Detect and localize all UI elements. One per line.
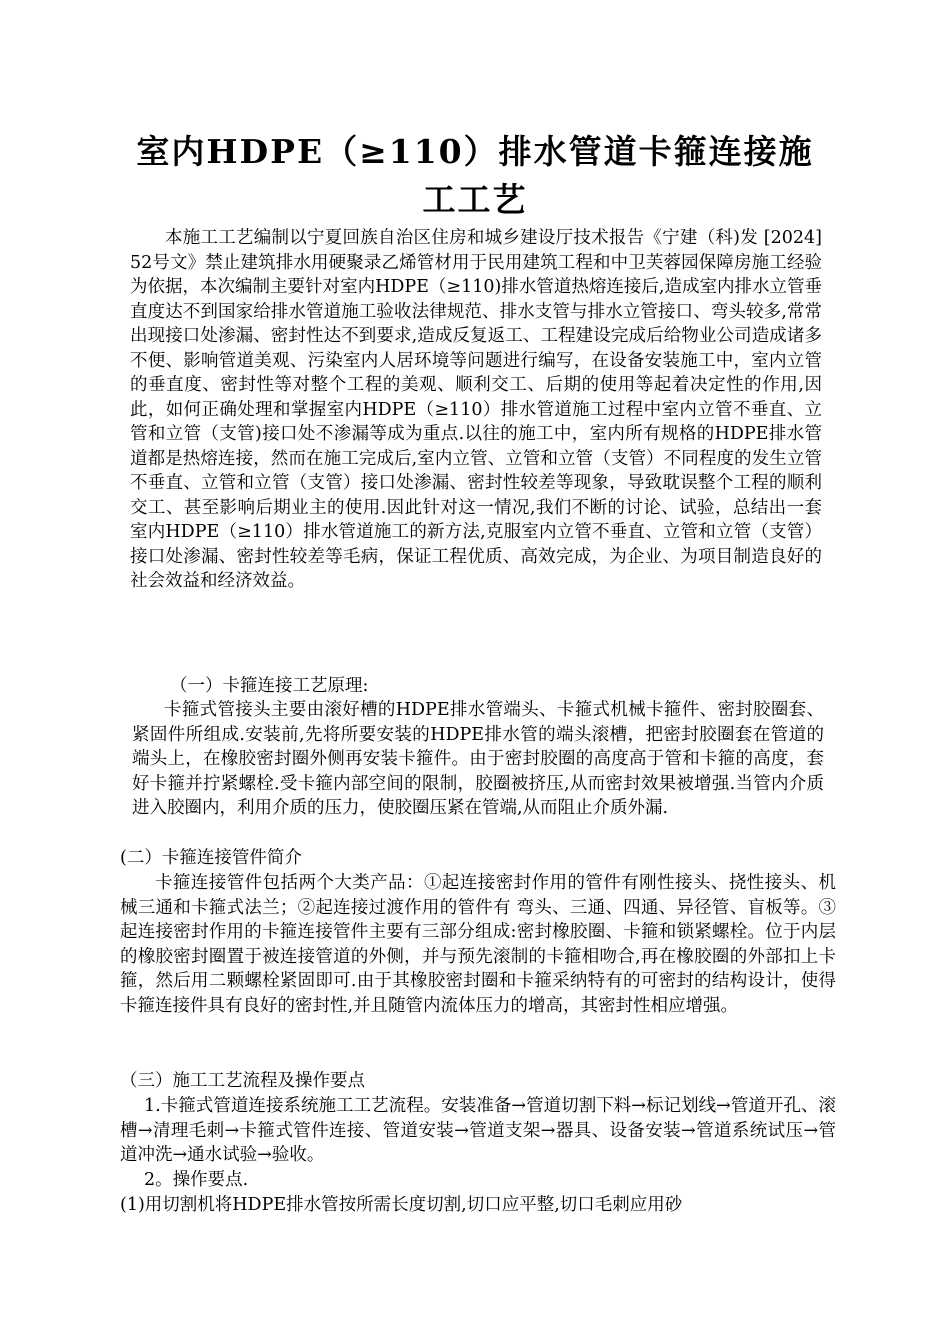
section-2-body: 卡箍连接管件包括两个大类产品：①起连接密封作用的管件有刚性接头、挠性接头、机械三通和卡箍式法兰；②起连接过渡作用的管件有 弯头、三通、四通、异径管、盲板等。③起连接密封作用的卡箍连接管件主要有三部分组成:密封橡胶圈、卡箍和锁紧螺栓。位于内层的橡胶密封圈置于被连接管道的外侧，并与预先滚制的卡箍相吻合,再在橡胶圈的外部扣上卡箍，然后用二颗螺栓紧固即可.由于其橡胶密封圈和卡箍采纳特有的可密封的结构设计，使得卡箍连接件具有良好的密封性,并且随管内流体压力的增高，其密封性相应增强。 xyxy=(120,873,836,1016)
operation-points-heading: 2。操作要点. xyxy=(144,1170,249,1190)
section-3-body: 1.卡箍式管道连接系统施工工艺流程。安装准备→管道切割下料→标记划线→管道开孔、滚槽→清理毛刺→卡箍式管件连接、管道安装→管道支架→器具、设备安装→管道系统试压→管道冲洗→通水试验→验收。 xyxy=(120,1096,836,1165)
section-2-heading: (二）卡箍连接管件简介 xyxy=(120,848,302,868)
section-1-body: 卡箍式管接头主要由滚好槽的HDPE排水管端头、卡箍式机械卡箍件、密封胶圈套、紧固件所组成.安装前,先将所要安装的HDPE排水管的端头滚槽，把密封胶圈套在管道的端头上，在橡胶密封圈外侧再安装卡箍件。由于密封胶圈的高度高于管和卡箍的高度，套好卡箍并拧紧螺栓.受卡箍内部空间的限制，胶圈被挤压,从而密封效果被增强.当管内介质进入胶圈内，利用介质的压力，使胶圈压紧在管端,从而阻止介质外漏. xyxy=(132,700,824,818)
intro-paragraph: 本施工工艺编制以宁夏回族自治区住房和城乡建设厅技术报告《宁建（科)发 [2024]52号文》禁止建筑排水用硬聚录乙烯管材用于民用建筑工程和中卫芙蓉园保障房施工经验为依据，本次编制主要针对室内HDPE（≥110)排水管道热熔连接后,造成室内排水立管垂直度达不到国家给排水管道施工验收法律规范、排水支管与排水立管接口、弯头较多,常常出现接口处渗漏、密封性达不到要求,造成反复返工、工程建设完成后给物业公司造成诸多不便、影响管道美观、污染室内人居环境等问题进行编写，在设备安装施工中，室内立管的垂直度、密封性等对整个工程的美观、顺利交工、后期的使用等起着决定性的作用,因此，如何正确处理和掌握室内HDPE（≥110）排水管道施工过程中室内立管不垂直、立管和立管（支管)接口处不渗漏等成为重点.以往的施工中，室内所有规格的HDPE排水管道都是热熔连接，然而在施工完成后,室内立管、立管和立管（支管）不同程度的发生立管不垂直、立管和立管（支管）接口处渗漏、密封性较差等现象，导致耽误整个工程的顺利交工、甚至影响后期业主的使用.因此针对这一情况,我们不断的讨论、试验，总结出一套室内HDPE（≥110）排水管道施工的新方法,克服室内立管不垂直、立管和立管（支管）接口处渗漏、密封性较差等毛病，保证工程优质、高效完成，为企业、为项目制造良好的社会效益和经济效益。 xyxy=(130,228,822,591)
operation-item-1: (1)用切割机将HDPE排水管按所需长度切割,切口应平整,切口毛刺应用砂 xyxy=(120,1195,683,1215)
document-title: 室内HDPE（≥110）排水管道卡箍连接施工工艺 xyxy=(136,132,814,219)
section-3-heading: （三）施工工艺流程及操作要点 xyxy=(120,1071,365,1091)
section-1-heading: （一）卡箍连接工艺原理: xyxy=(170,676,369,696)
